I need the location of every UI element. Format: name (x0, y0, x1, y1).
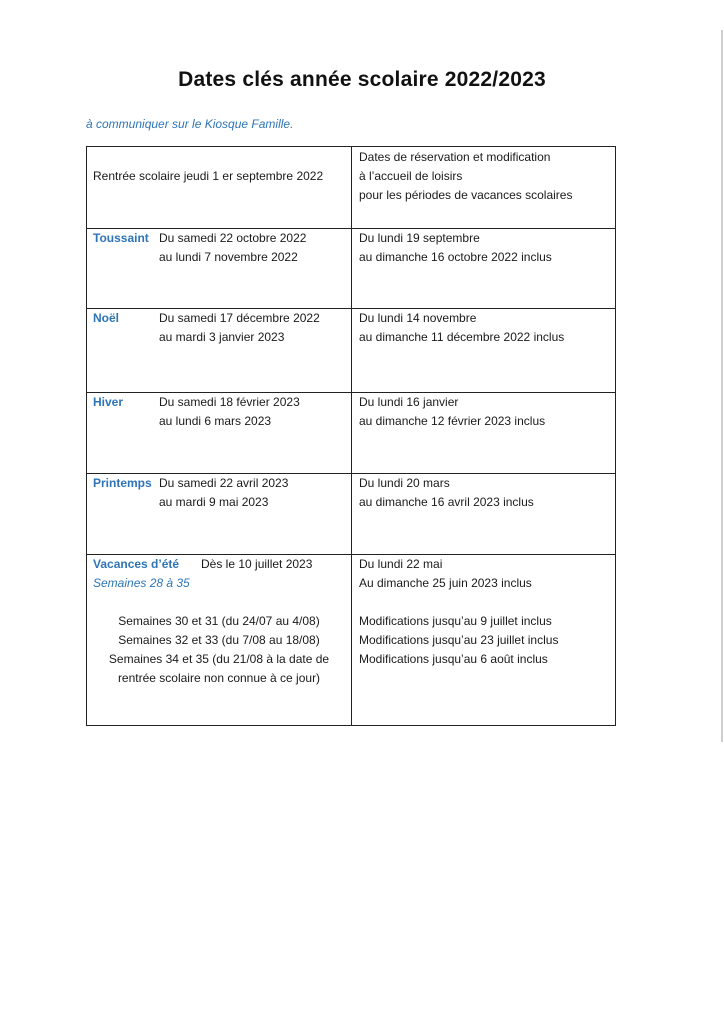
column-divider (351, 147, 352, 725)
period-from: Du samedi 18 février 2023 (159, 395, 300, 409)
period-name-toussaint: Toussaint (93, 231, 149, 245)
reservation-from: Du lundi 16 janvier (359, 395, 459, 409)
period-to: au lundi 7 novembre 2022 (159, 250, 298, 264)
reservation-to: au dimanche 12 février 2023 inclus (359, 414, 546, 428)
summer-detail: Semaines 34 et 35 (du 21/08 à la date de (108, 652, 330, 666)
reservation-from: Du lundi 14 novembre (359, 311, 477, 325)
modification-line: Modifications jusqu’au 23 juillet inclus (359, 633, 559, 647)
period-to: au lundi 6 mars 2023 (159, 414, 272, 428)
reservation-to: au dimanche 16 avril 2023 inclus (359, 495, 534, 509)
modification-line: Modifications jusqu’au 9 juillet inclus (359, 614, 552, 628)
rentree-label: Rentrée scolaire jeudi 1 er septembre 2022 (93, 169, 324, 183)
reservation-to: au dimanche 16 octobre 2022 inclus (359, 250, 552, 264)
period-from: Du samedi 22 octobre 2022 (159, 231, 307, 245)
summer-weeks: Semaines 28 à 35 (93, 576, 190, 590)
period-to: au mardi 9 mai 2023 (159, 495, 269, 509)
period-to: au mardi 3 janvier 2023 (159, 330, 285, 344)
period-name-ete: Vacances d’été (93, 557, 180, 571)
reservation-to: Au dimanche 25 juin 2023 inclus (359, 576, 532, 590)
page-edge-rule (721, 30, 723, 742)
period-from: Du samedi 17 décembre 2022 (159, 311, 320, 325)
reservation-from: Du lundi 20 mars (359, 476, 450, 490)
kiosque-note: à communiquer sur le Kiosque Famille. (86, 117, 294, 131)
reservation-header-line: Dates de réservation et modification (359, 150, 551, 164)
reservation-header-line: pour les périodes de vacances scolaires (359, 188, 573, 202)
reservation-to: au dimanche 11 décembre 2022 inclus (359, 330, 565, 344)
page-title: Dates clés année scolaire 2022/2023 (178, 68, 546, 91)
summer-detail: Semaines 30 et 31 (du 24/07 au 4/08) (118, 614, 320, 628)
summer-start: Dès le 10 juillet 2023 (201, 557, 313, 571)
summer-detail: Semaines 32 et 33 (du 7/08 au 18/08) (118, 633, 320, 647)
period-name-printemps: Printemps (93, 476, 152, 490)
period-name-hiver: Hiver (93, 395, 124, 409)
period-name-noel: Noël (93, 311, 120, 325)
reservation-from: Du lundi 22 mai (359, 557, 443, 571)
reservation-header-line: à l’accueil de loisirs (359, 169, 463, 183)
dates-table (86, 146, 616, 726)
modification-line: Modifications jusqu’au 6 août inclus (359, 652, 548, 666)
period-from: Du samedi 22 avril 2023 (159, 476, 289, 490)
reservation-from: Du lundi 19 septembre (359, 231, 480, 245)
summer-detail: rentrée scolaire non connue à ce jour) (117, 671, 321, 685)
